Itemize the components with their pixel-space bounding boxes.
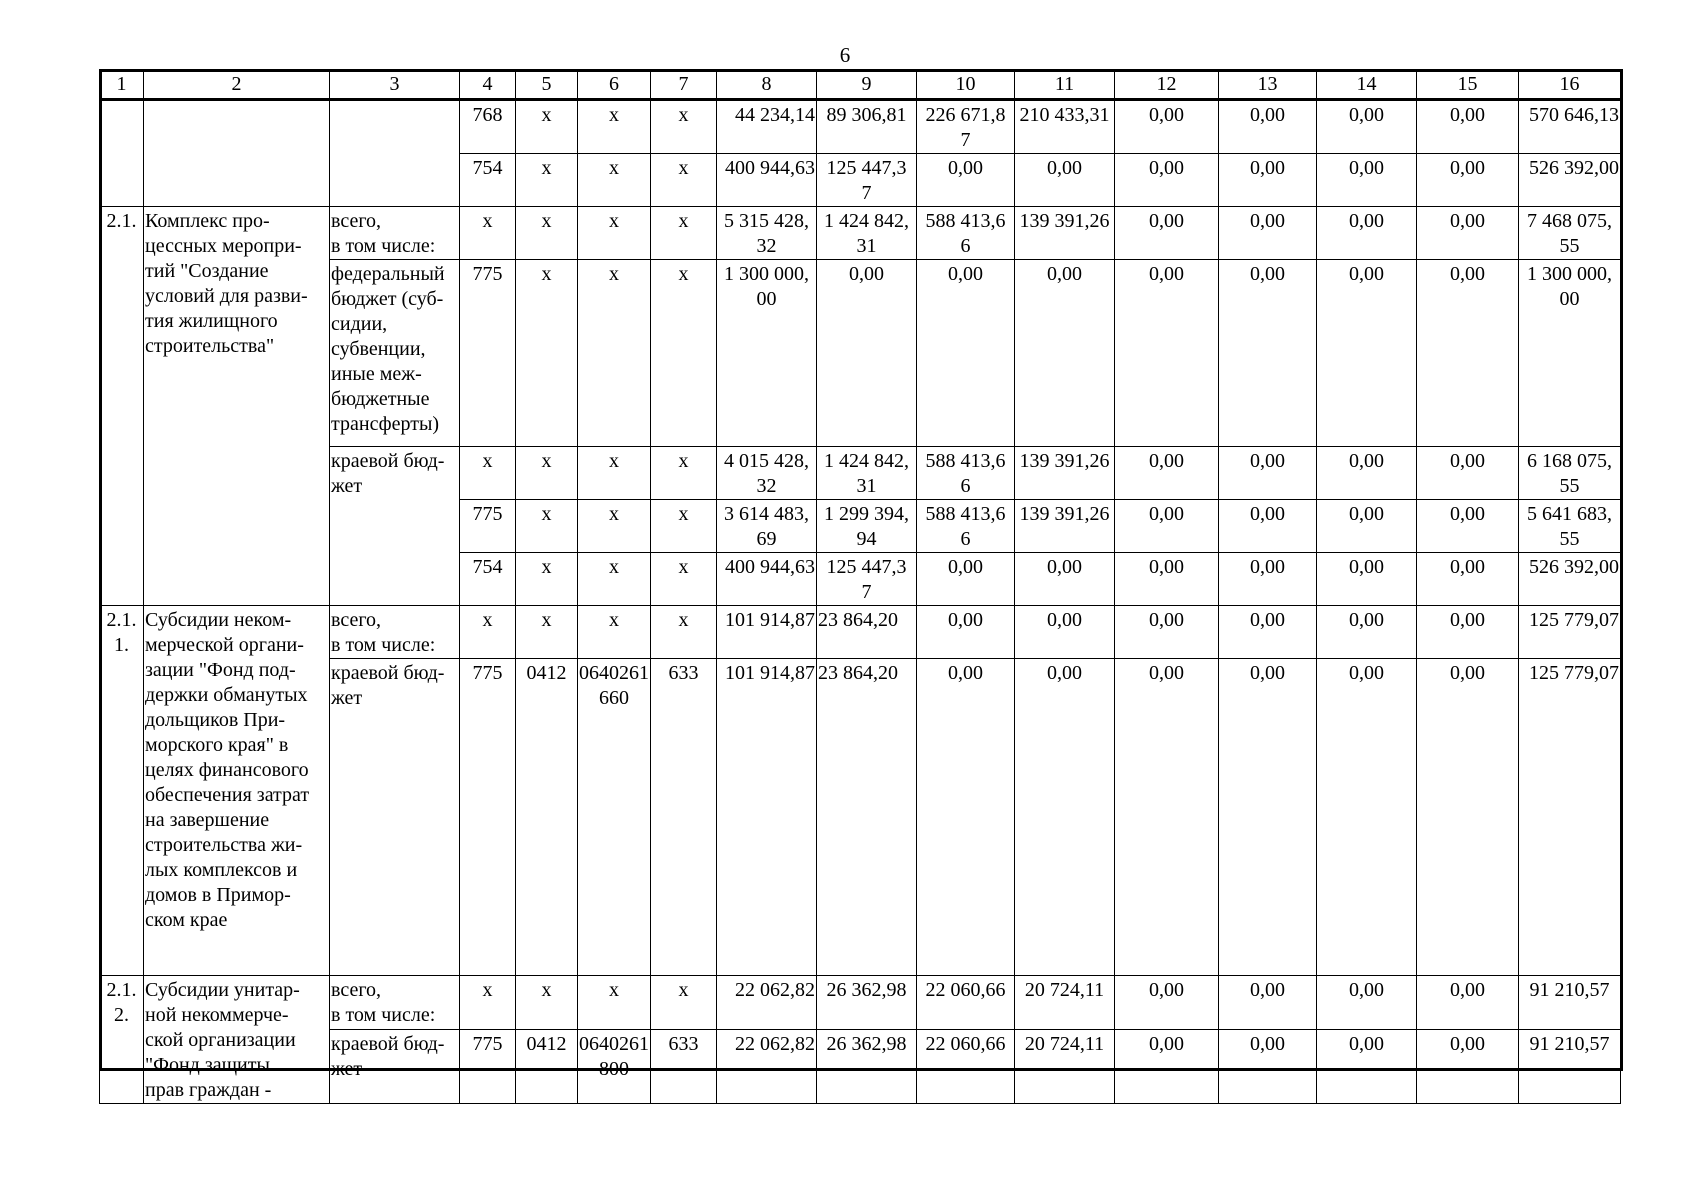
empty-cell xyxy=(144,100,330,207)
cell-value: 0,00 xyxy=(1317,154,1417,207)
cell-csr: х xyxy=(578,976,651,1030)
cell-value: 0,00 xyxy=(1219,100,1317,154)
cell-value: 89 306,81 xyxy=(817,100,917,154)
cell-vr: х xyxy=(651,500,717,553)
cell-value: 0,00 xyxy=(1115,659,1219,976)
cell-value: 0,00 xyxy=(917,659,1015,976)
page-number: 6 xyxy=(839,43,851,67)
cell-grbs: 775 xyxy=(460,260,516,447)
cell-csr: х xyxy=(578,447,651,500)
cell-csr: х xyxy=(578,606,651,659)
header-row xyxy=(100,70,1621,100)
header-cell: 16 xyxy=(1519,70,1621,100)
row-number: 2.1. xyxy=(100,207,144,606)
cell-vr: х xyxy=(651,976,717,1030)
cell-vr: х xyxy=(651,207,717,260)
cell-grbs: 754 xyxy=(460,553,516,606)
cell-value: 0,00 xyxy=(1015,154,1115,207)
cell-value: 0,00 xyxy=(1317,100,1417,154)
empty-cell xyxy=(100,100,144,207)
header-cell: 14 xyxy=(1317,70,1417,100)
cell-value: 588 413,6 6 xyxy=(917,500,1015,553)
cell-value: 20 724,11 xyxy=(1015,976,1115,1030)
cell-value: 139 391,26 xyxy=(1015,500,1115,553)
cell-value: 400 944,63 xyxy=(717,154,817,207)
cell-vr: х xyxy=(651,606,717,659)
cell-value: 0,00 xyxy=(1015,260,1115,447)
cell-value: 1 299 394, 94 xyxy=(817,500,917,553)
cell-value: 0,00 xyxy=(1417,500,1519,553)
cell-total: 526 392,00 xyxy=(1519,154,1621,207)
cell-source: федеральный бюджет (суб- сидии, субвенции, иные меж- бюджетные трансферты) xyxy=(330,260,460,447)
cell-csr: х xyxy=(578,100,651,154)
cell-total: 570 646,13 xyxy=(1519,100,1621,154)
cell-value: 1 424 842, 31 xyxy=(817,207,917,260)
cell-source: всего, в том числе: xyxy=(330,207,460,260)
cell-value: 0,00 xyxy=(1417,976,1519,1030)
header-cell: 9 xyxy=(817,70,917,100)
cell-value: 226 671,8 7 xyxy=(917,100,1015,154)
header-cell: 4 xyxy=(460,70,516,100)
header-cell: 10 xyxy=(917,70,1015,100)
cell-value: 0,00 xyxy=(1417,553,1519,606)
cell-value: 588 413,6 6 xyxy=(917,447,1015,500)
cell-grbs: х xyxy=(460,207,516,260)
cell-value: 125 447,3 7 xyxy=(817,553,917,606)
cell-source: краевой бюд- жет xyxy=(330,659,460,976)
cell-value: 22 060,66 xyxy=(917,1030,1015,1104)
header-cell: 11 xyxy=(1015,70,1115,100)
header-cell: 7 xyxy=(651,70,717,100)
cell-value: 22 062,82 xyxy=(717,1030,817,1104)
cell-source: всего, в том числе: xyxy=(330,976,460,1030)
cell-value: 0,00 xyxy=(1015,606,1115,659)
cell-total: 91 210,57 xyxy=(1519,976,1621,1030)
cell-value: 0,00 xyxy=(1015,553,1115,606)
cell-value: 0,00 xyxy=(1219,659,1317,976)
cell-rzpr: х xyxy=(516,447,578,500)
cell-total: 5 641 683, 55 xyxy=(1519,500,1621,553)
cell-value: 0,00 xyxy=(1317,659,1417,976)
cell-value: 0,00 xyxy=(1317,207,1417,260)
cell-value: 0,00 xyxy=(1317,260,1417,447)
cell-total: 125 779,07 xyxy=(1519,606,1621,659)
cell-total: 125 779,07 xyxy=(1519,659,1621,976)
cell-value: 0,00 xyxy=(1317,1030,1417,1104)
cell-rzpr: х xyxy=(516,260,578,447)
cell-vr: х xyxy=(651,447,717,500)
cell-value: 4 015 428, 32 xyxy=(717,447,817,500)
header-cell: 6 xyxy=(578,70,651,100)
row-name: Субсидии унитар- ной некоммерче- ской организации "Фонд защиты прав граждан - xyxy=(144,976,330,1104)
cell-value: 0,00 xyxy=(1115,553,1219,606)
cell-value: 0,00 xyxy=(1219,447,1317,500)
cell-value: 139 391,26 xyxy=(1015,447,1115,500)
header-cell: 1 xyxy=(100,70,144,100)
cell-grbs: 775 xyxy=(460,1030,516,1104)
cell-value: 0,00 xyxy=(1317,553,1417,606)
cell-value: 125 447,3 7 xyxy=(817,154,917,207)
cell-rzpr: х xyxy=(516,207,578,260)
cell-value: 0,00 xyxy=(1417,447,1519,500)
cell-vr: х xyxy=(651,100,717,154)
cell-value: 22 062,82 xyxy=(717,976,817,1030)
cell-value: 0,00 xyxy=(1115,500,1219,553)
cell-csr: х xyxy=(578,553,651,606)
cell-value: 0,00 xyxy=(1317,606,1417,659)
cell-total: 1 300 000, 00 xyxy=(1519,260,1621,447)
cell-value: 0,00 xyxy=(1417,659,1519,976)
cell-grbs: 754 xyxy=(460,154,516,207)
cell-grbs: х xyxy=(460,447,516,500)
cell-value: 101 914,87 xyxy=(717,659,817,976)
cell-value: 3 614 483, 69 xyxy=(717,500,817,553)
cell-value: 400 944,63 xyxy=(717,553,817,606)
cell-value: 0,00 xyxy=(1219,606,1317,659)
cell-csr: 0640261 660 xyxy=(578,659,651,976)
cell-total: 91 210,57 xyxy=(1519,1030,1621,1104)
header-cell: 12 xyxy=(1115,70,1219,100)
cell-value: 0,00 xyxy=(1115,1030,1219,1104)
cell-value: 0,00 xyxy=(1317,500,1417,553)
cell-vr: х xyxy=(651,154,717,207)
cell-value: 0,00 xyxy=(1115,976,1219,1030)
cell-grbs: 775 xyxy=(460,659,516,976)
cell-rzpr: х xyxy=(516,976,578,1030)
cell-csr: 0640261 800 xyxy=(578,1030,651,1104)
cell-value: 0,00 xyxy=(1417,100,1519,154)
cell-rzpr: х xyxy=(516,500,578,553)
cell-rzpr: х xyxy=(516,606,578,659)
cell-rzpr: 0412 xyxy=(516,659,578,976)
cell-value: 1 300 000, 00 xyxy=(717,260,817,447)
header-cell: 8 xyxy=(717,70,817,100)
cell-grbs: х xyxy=(460,606,516,659)
cell-value: 588 413,6 6 xyxy=(917,207,1015,260)
cell-value: 20 724,11 xyxy=(1015,1030,1115,1104)
table-row xyxy=(100,606,1621,659)
cell-source: всего, в том числе: xyxy=(330,606,460,659)
cell-value: 44 234,14 xyxy=(717,100,817,154)
cell-value: 0,00 xyxy=(1417,606,1519,659)
cell-source: краевой бюд- жет xyxy=(330,1030,460,1104)
cell-value: 26 362,98 xyxy=(817,976,917,1030)
row-name: Субсидии неком- мерческой органи- зации "Фонд под- держки обманутых дольщиков При- морского края" в целях финансового обеспечения затрат на завершение строительства жи- лых комплексов и домов в Примор- ском крае xyxy=(144,606,330,976)
cell-value: 0,00 xyxy=(917,260,1015,447)
cell-vr: х xyxy=(651,260,717,447)
cell-rzpr: х xyxy=(516,100,578,154)
cell-value: 5 315 428, 32 xyxy=(717,207,817,260)
empty-cell xyxy=(330,100,460,207)
cell-value: 0,00 xyxy=(1417,154,1519,207)
row-name: Комплекс про- цессных меропри- тий "Создание условий для разви- тия жилищного строительства" xyxy=(144,207,330,606)
cell-value: 22 060,66 xyxy=(917,976,1015,1030)
cell-value: 0,00 xyxy=(817,260,917,447)
header-cell: 13 xyxy=(1219,70,1317,100)
cell-value: 0,00 xyxy=(1219,207,1317,260)
cell-value: 0,00 xyxy=(1219,1030,1317,1104)
cell-value: 0,00 xyxy=(1417,1030,1519,1104)
cell-rzpr: х xyxy=(516,154,578,207)
cell-grbs: 775 xyxy=(460,500,516,553)
cell-source: краевой бюд- жет xyxy=(330,447,460,606)
cell-value: 0,00 xyxy=(1219,976,1317,1030)
cell-csr: х xyxy=(578,154,651,207)
row-number: 2.1. 2. xyxy=(100,976,144,1104)
cell-grbs: 768 xyxy=(460,100,516,154)
cell-value: 101 914,87 xyxy=(717,606,817,659)
table-row xyxy=(100,100,1621,154)
cell-grbs: х xyxy=(460,976,516,1030)
cell-value: 0,00 xyxy=(917,606,1015,659)
cell-value: 0,00 xyxy=(1219,553,1317,606)
cell-total: 7 468 075, 55 xyxy=(1519,207,1621,260)
cell-value: 23 864,20 xyxy=(817,606,917,659)
header-cell: 5 xyxy=(516,70,578,100)
cell-rzpr: х xyxy=(516,553,578,606)
cell-value: 0,00 xyxy=(1115,447,1219,500)
cell-value: 23 864,20 xyxy=(817,659,917,976)
budget-table xyxy=(99,69,1621,1104)
cell-value: 0,00 xyxy=(1115,606,1219,659)
row-number: 2.1. 1. xyxy=(100,606,144,976)
cell-vr: х xyxy=(651,553,717,606)
table-row xyxy=(100,207,1621,260)
cell-vr: 633 xyxy=(651,659,717,976)
cell-value: 26 362,98 xyxy=(817,1030,917,1104)
cell-vr: 633 xyxy=(651,1030,717,1104)
cell-value: 1 424 842, 31 xyxy=(817,447,917,500)
table-row xyxy=(100,976,1621,1030)
header-cell: 3 xyxy=(330,70,460,100)
cell-value: 0,00 xyxy=(1417,260,1519,447)
cell-value: 0,00 xyxy=(1317,976,1417,1030)
cell-csr: х xyxy=(578,260,651,447)
cell-value: 0,00 xyxy=(1115,260,1219,447)
header-cell: 15 xyxy=(1417,70,1519,100)
cell-value: 0,00 xyxy=(1015,659,1115,976)
cell-value: 0,00 xyxy=(917,154,1015,207)
cell-value: 0,00 xyxy=(1115,207,1219,260)
cell-value: 139 391,26 xyxy=(1015,207,1115,260)
cell-total: 526 392,00 xyxy=(1519,553,1621,606)
cell-value: 0,00 xyxy=(1219,260,1317,447)
cell-value: 0,00 xyxy=(1417,207,1519,260)
cell-rzpr: 0412 xyxy=(516,1030,578,1104)
cell-csr: х xyxy=(578,500,651,553)
cell-value: 0,00 xyxy=(1115,100,1219,154)
cell-value: 0,00 xyxy=(1219,500,1317,553)
cell-value: 0,00 xyxy=(917,553,1015,606)
cell-total: 6 168 075, 55 xyxy=(1519,447,1621,500)
cell-value: 0,00 xyxy=(1317,447,1417,500)
cell-value: 0,00 xyxy=(1115,154,1219,207)
cell-value: 0,00 xyxy=(1219,154,1317,207)
header-cell: 2 xyxy=(144,70,330,100)
cell-value: 210 433,31 xyxy=(1015,100,1115,154)
cell-csr: х xyxy=(578,207,651,260)
